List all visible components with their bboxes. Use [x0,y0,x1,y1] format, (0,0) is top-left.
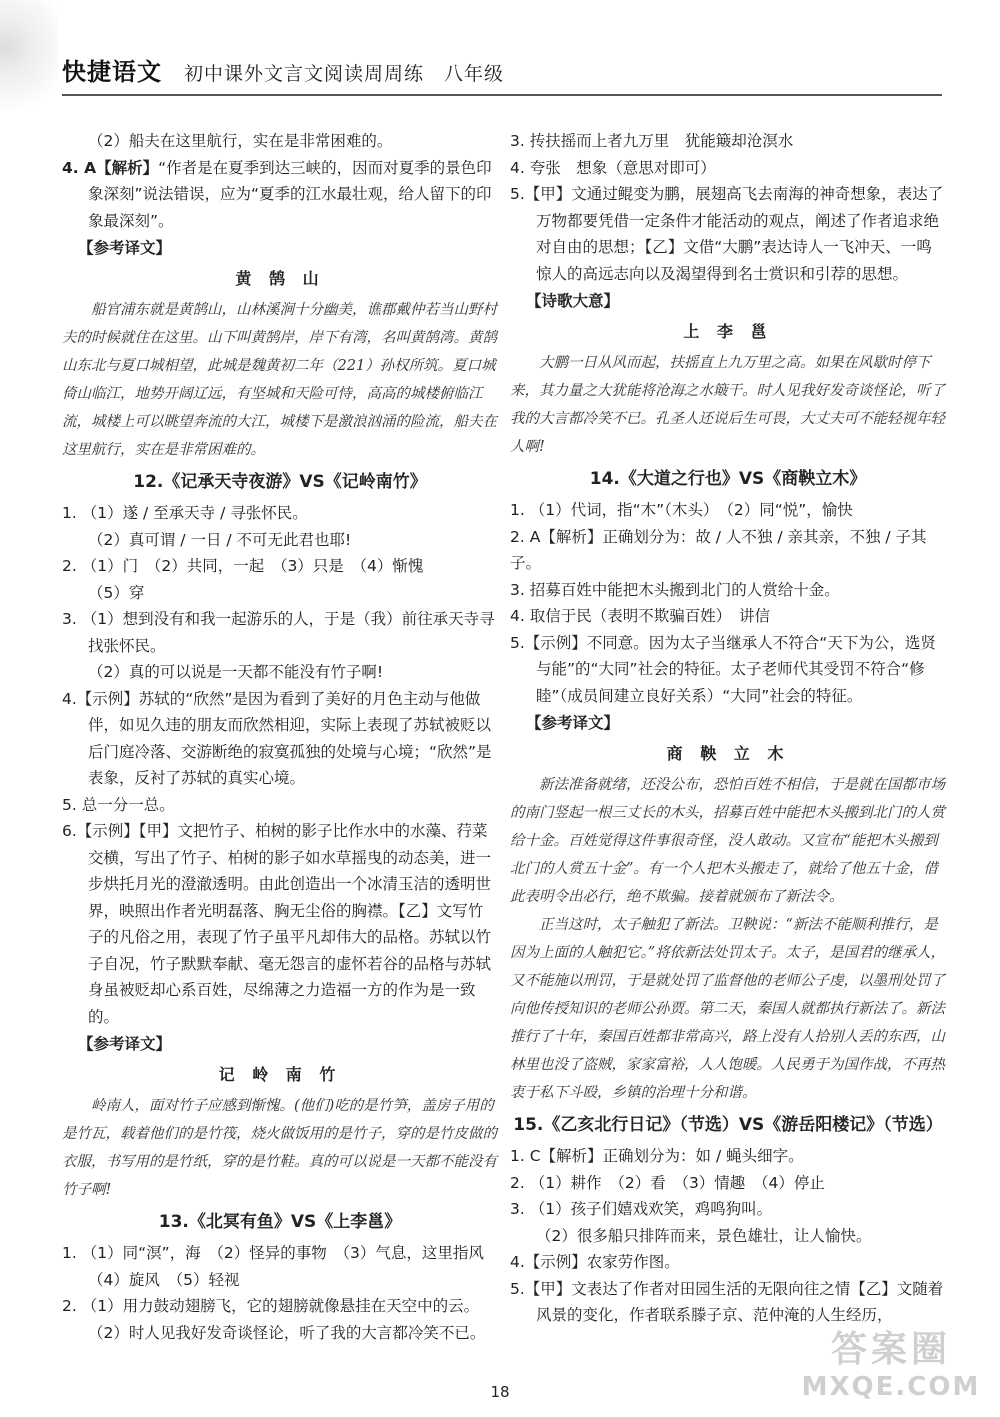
answer-line: 2. （1）耕作 （2）看 （3）情趣 （4）停止 [510,1173,825,1192]
watermark-logo [796,1328,986,1410]
answer-line: 5.【示例】不同意。因为太子当继承人不符合“天下为公，选贤与能”的“大同”社会的特征。太子老师代其受罚不符合“修睦”（成员间建立良好关系）“大同”社会的特征。 [510,633,936,705]
answer-line: 1. （1）同“溟”，海 （2）怪异的事物 （3）气息，这里指风 （4）旋风 （5）轻视 [62,1244,500,1289]
section-title-14: 14.《大道之行也》VS《商鞅立木》 [589,469,867,489]
answer-line: 4. 夸张 想象（意思对即可） [510,158,716,177]
answer-line: 2. （1）用力鼓动翅膀飞，它的翅膀就像悬挂在天空中的云。 [62,1297,480,1315]
answer-line: 3. （1）孩子们嬉戏欢笑，鸡鸣狗叫。 [510,1200,773,1218]
answer-line: 3. 抟扶摇而上者九万里 犹能簸却沧溟水 [510,132,794,150]
poem-meaning-label: 【诗歌大意】 [526,292,620,310]
reference-translation-label: 【参考译文】 [526,714,620,732]
section-title-13: 13.《北冥有鱼》VS《上李邕》 [158,1212,402,1232]
answer-line: 5.【甲】文表达了作者对田园生活的无限向往之情【乙】文随着风景的变化，作者联系滕子京、范仲淹的人生经历， [510,1279,944,1324]
brand-title: 快捷语文 [62,58,162,86]
answer-text: “作者是在夏季到达三峡的，因而对夏季的景色印象深刻”说法错误，应为“夏季的江水最壮观，给人留下的印象最深刻”。 [88,158,492,230]
answer-line: 5.【甲】文通过鲲变为鹏，展翅高飞去南海的神奇想象，表达了万物都要凭借一定条件才能活动的观点，阐述了作者追求绝对自由的思想；【乙】文借“大鹏”表达诗人一飞冲天、一鸣惊人的高远志向以及渴望得到名士赏识和引荐的思想。 [510,185,944,283]
section-title-12: 12.《记承天寺夜游》VS《记岭南竹》 [133,472,427,492]
answer-line [62,155,498,235]
translation-title: 黄 鹄 山 [235,269,325,288]
answer-line: （2）时人见我好发奇谈怪论，听了我的大言都冷笑不已。 [88,1323,486,1342]
answer-line: （2）很多船只排阵而来，景色雄壮，让人愉快。 [536,1226,872,1245]
answer-line: （5）穿 [88,583,145,602]
answer-line: 4.【示例】农家劳作图。 [510,1253,680,1271]
answer-line: 3. 招募百姓中能把木头搬到北门的人赏给十金。 [510,580,840,599]
answer-line: （2）真可谓 / 一日 / 不可无此君也耶! [88,530,352,549]
translation-title: 商 鞅 立 木 [666,744,790,763]
answer-line: （2）船夫在这里航行，实在是非常困难的。 [88,132,393,150]
translation-paragraph: 岭南人，面对竹子应感到惭愧。(他们)吃的是竹笋，盖房子用的是竹瓦，载着他们的是竹筏，烧火做饭用的是竹子，穿的是竹皮做的衣服，书写用的是竹纸，穿的是竹鞋。真的可以说是一天都不能没有竹子啊! [62,1098,497,1198]
section-title-15: 15.《乙亥北行日记》（节选）VS《游岳阳楼记》（节选） [513,1115,943,1135]
answer-line: 3. （1）想到没有和我一起游乐的人，于是（我）前往承天寺寻找张怀民。 [62,610,495,655]
answer-line: （2）真的可以说是一天都不能没有竹子啊! [88,663,384,681]
answer-line: 2. A【解析】正确划分为：故 / 人不独 / 亲其亲，不独 / 子其子。 [510,527,927,572]
reference-translation-label: 【参考译文】 [78,1035,172,1053]
corner-ornament [0,0,58,118]
answer-line: 4.【示例】苏轼的“欣然”是因为看到了美好的月色主动与他做伴，如见久违的朋友而欣然相迎，实际上表现了苏轼被贬以后门庭冷落、交游断绝的寂寞孤独的处境与心境；“欣然”是表象，反衬了苏轼的真实心境。 [62,689,492,787]
translation-paragraph: 正当这时，太子触犯了新法。卫鞅说：“新法不能顺利推行，是因为上面的人触犯它。”将依新法处罚太子。太子，是国君的继承人，又不能施以刑罚，于是就处罚了监督他的老师公子虔，以墨刑处罚了向他传授知识的老师公孙贾。第二天，秦国人就都执行新法了。新法推行了十年，秦国百姓都非常高兴，路上没有人拾别人丢的东西，山林里也没了盗贼，家家富裕，人人饱暖。人民勇于为国作战，不再热衷于私下斗殴，乡镇的治理十分和谐。 [510,917,946,1101]
answer-line: 1. （1）代词，指“木”（木头） （2）同“悦”，愉快 [510,501,853,519]
answer-tag: 4. A【解析】 [62,158,159,177]
book-subtitle: 初中课外文言文阅读周周练 八年级 [184,63,505,85]
right-column [510,128,946,1329]
page-number: 18 [490,1383,510,1401]
translation-paragraph: 船官浦东就是黄鹄山，山林溪涧十分幽美，谯郡戴仲若当山野村夫的时候就住在这里。山下叫黄鹄岸，岸下有湾，名叫黄鹄湾。黄鹄山东北与夏口城相望，此城是魏黄初二年（221）孙权所筑。夏口城倚山临江，地势开阔辽远，有坚城和天险可恃，高高的城楼俯临江流，城楼上可以眺望奔流的大江，城楼下是激浪汹涌的险流，船夫在这里航行，实在是非常困难的。 [62,302,497,458]
reference-translation-label: 【参考译文】 [78,239,172,257]
answer-line: 2. （1）门 （2）共同，一起 （3）只是 （4）惭愧 [62,557,424,575]
answer-line: 1. （1）遂 / 至承天寺 / 寻张怀民。 [62,504,308,522]
watermark-text-top: 答案圈 [830,1329,951,1370]
answer-line: 1. C【解析】正确划分为：如 / 蝇头细字。 [510,1147,804,1165]
answer-line: 4. 取信于民（表明不欺骗百姓） 讲信 [510,607,770,625]
header-rule [62,94,942,96]
watermark-text-bottom: MXQE.COM [801,1372,981,1402]
translation-title: 记 岭 南 竹 [218,1065,342,1084]
translation-paragraph: 大鹏一日从风而起，扶摇直上九万里之高。如果在风歇时停下来，其力量之大犹能将沧海之水簸干。时人见我好发奇谈怪论，听了我的大言都冷笑不已。孔圣人还说后生可畏，大丈夫可不能轻视年轻人啊! [510,355,945,455]
translation-title: 上 李 邕 [683,322,773,341]
translation-paragraph: 新法准备就绪，还没公布，恐怕百姓不相信，于是就在国都市场的南门竖起一根三丈长的木头，招募百姓中能把木头搬到北门的人赏给十金。百姓觉得这件事很奇怪，没人敢动。又宣布“能把木头搬到北门的人赏五十金”。有一个人把木头搬走了，就给了他五十金，借此表明令出必行，绝不欺骗。接着就颁布了新法令。 [510,777,945,905]
answer-line: 6.【示例】【甲】文把竹子、柏树的影子比作水中的水藻、荇菜交横，写出了竹子、柏树的影子如水草摇曳的动态美，进一步烘托月光的澄澈透明。由此创造出一个冰清玉洁的透明世界，映照出作者光明磊落、胸无尘俗的胸襟。【乙】文写竹子的凡俗之用，表现了竹子虽平凡却伟大的品格。苏轼以竹子自况，竹子默默奉献、毫无怨言的虚怀若谷的品格与苏轼身虽被贬却心系百姓，尽绵薄之力造福一方的作为是一致的。 [62,822,492,1026]
left-column [62,128,498,1346]
page-header [62,52,942,92]
answer-line: 5. 总一分一总。 [62,795,175,814]
